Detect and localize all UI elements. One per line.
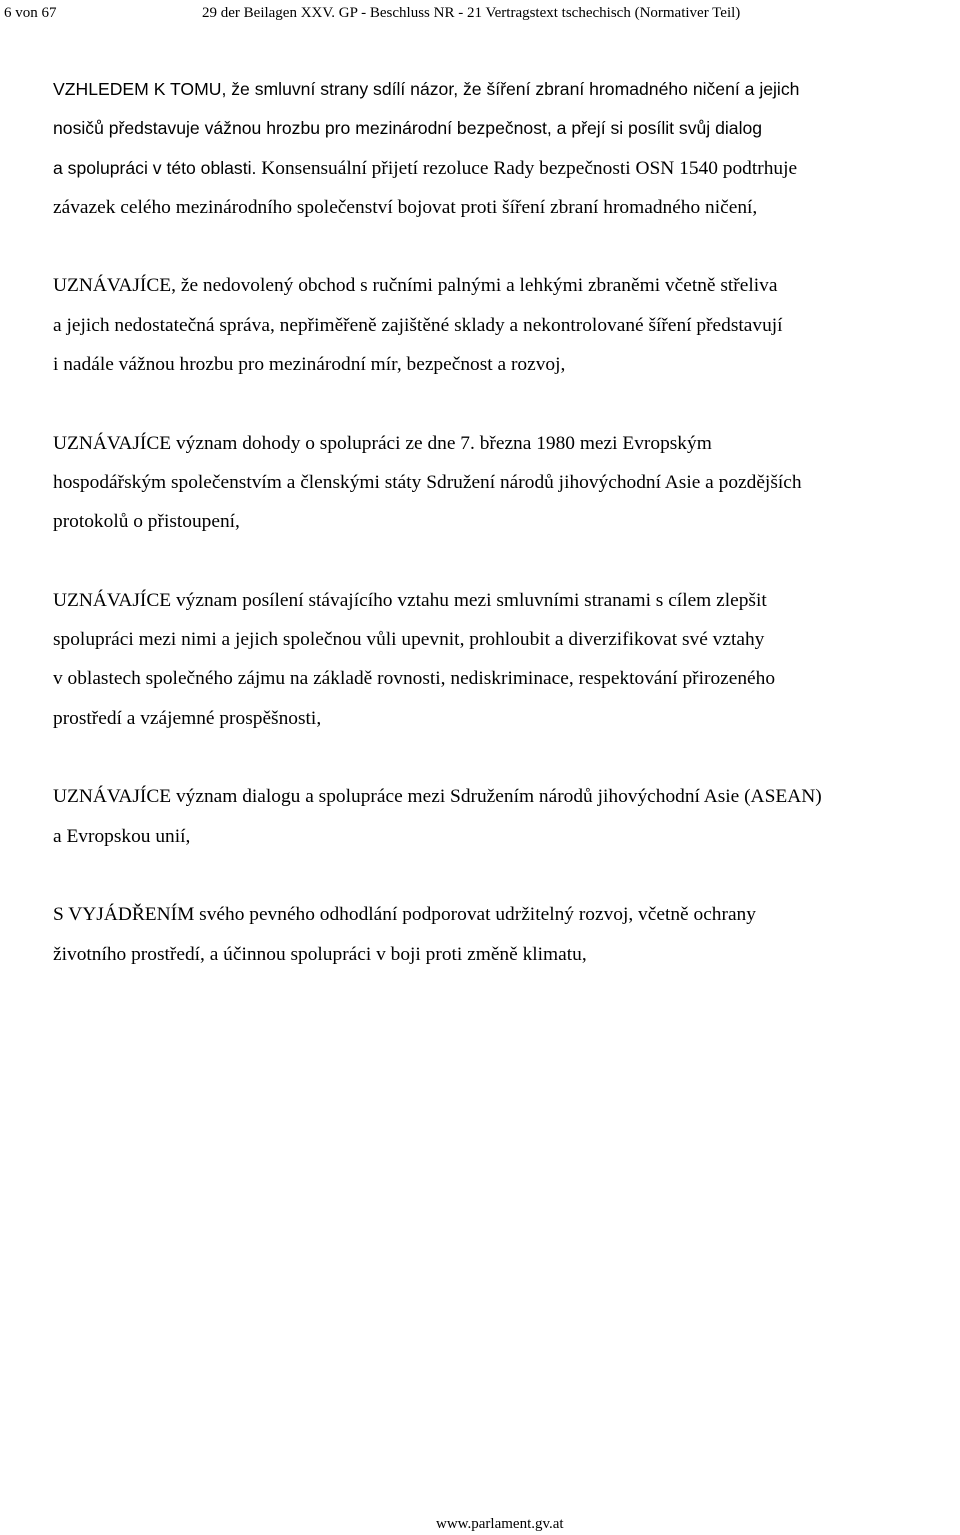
page-header (4, 0, 954, 30)
paragraph-uznavajice-1 (53, 266, 958, 384)
text-line: a Evropskou unií, (53, 825, 191, 847)
text-line: protokolů o přistoupení, (53, 511, 240, 533)
paragraph-uznavajice-2 (53, 424, 958, 542)
text-segment: a spolupráci v této oblasti. (53, 157, 257, 178)
page-number: 6 von 67 (4, 5, 57, 21)
paragraph-uznavajice-3 (53, 581, 958, 738)
text-line: UZNÁVAJÍCE význam dohody o spolupráci ze dne 7. března 1980 mezi Evropským (53, 432, 712, 454)
paragraph-s-vyjadrenim (53, 895, 958, 974)
text-line: životního prostředí, a účinnou spolupráci v boji proti změně klimatu, (53, 943, 587, 965)
paragraph-uznavajice-4 (53, 777, 958, 856)
text-line: UZNÁVAJÍCE význam posílení stávajícího vztahu mezi smluvními stranami s cílem zlepšit (53, 589, 767, 611)
document-body (53, 70, 958, 974)
document-title: 29 der Beilagen XXV. GP - Beschluss NR - 21 Vertragstext tschechisch (Normativer Teil) (202, 5, 741, 21)
text-line: VZHLEDEM K TOMU, že smluvní strany sdílí názor, že šíření zbraní hromadného ničení a jejich (53, 79, 800, 99)
footer-url: www.parlament.gv.at (436, 1516, 564, 1532)
text-line: spolupráci mezi nimi a jejich společnou vůli upevnit, prohloubit a diverzifikovat své vztahy (53, 629, 765, 651)
text-line: i nadále vážnou hrozbu pro mezinárodní mír, bezpečnost a rozvoj, (53, 354, 566, 376)
text-line: hospodářským společenstvím a členskými státy Sdružení národů jihovýchodní Asie a pozdějších (53, 471, 802, 493)
text-segment: Konsensuální přijetí rezoluce Rady bezpečnosti OSN 1540 podtrhuje (256, 157, 798, 179)
paragraph-vzhledem (53, 70, 958, 227)
text-line: UZNÁVAJÍCE význam dialogu a spolupráce mezi Sdružením národů jihovýchodní Asie (ASEAN) (53, 786, 822, 808)
text-line: závazek celého mezinárodního společenství bojovat proti šíření zbraní hromadného ničení, (53, 196, 758, 218)
text-line: UZNÁVAJÍCE, že nedovolený obchod s ručními palnými a lehkými zbraněmi včetně střeliva (53, 275, 778, 297)
text-line: S VYJÁDŘENÍM svého pevného odhodlání podporovat udržitelný rozvoj, včetně ochrany (53, 904, 756, 926)
text-line: v oblastech společného zájmu na základě rovnosti, nediskriminace, respektování přirozeného (53, 668, 776, 690)
text-line: prostředí a vzájemné prospěšnosti, (53, 707, 322, 729)
text-line: a jejich nedostatečná správa, nepřiměřeně zajištěné sklady a nekontrolované šíření představují (53, 314, 783, 336)
text-line (53, 149, 958, 188)
text-line: nosičů představuje vážnou hrozbu pro mezinárodní bezpečnost, a přejí si posílit svůj dialog (53, 118, 763, 139)
